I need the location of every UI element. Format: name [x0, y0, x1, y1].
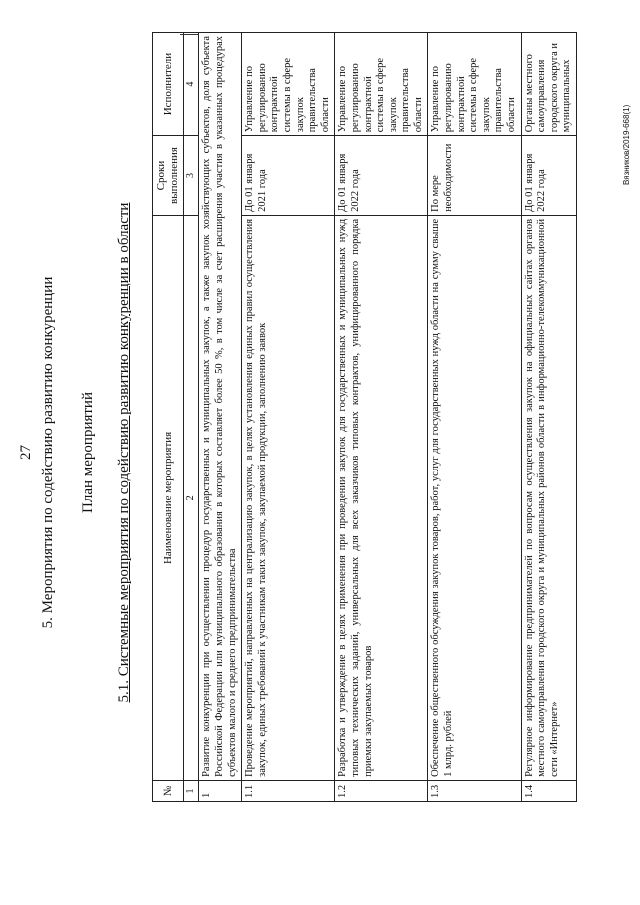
header-term: Сроки выполнения: [153, 136, 184, 216]
margin-mark: [180, 34, 198, 35]
row-executor: Управление по регулированию контрактной системы в сфере закупок правительства области: [242, 33, 335, 136]
plan-title: План мероприятий: [80, 392, 96, 513]
row-num: 1.1: [242, 780, 335, 801]
column-number: 1: [184, 780, 199, 801]
row-num: 1.2: [335, 780, 428, 801]
measures-table: [152, 32, 577, 802]
row-num: 1.4: [521, 780, 576, 801]
row-executor: Управление по регулированию контрактной системы в сфере закупок правительства области: [428, 33, 521, 136]
header-executor: Исполнители: [153, 33, 184, 136]
table-row: [521, 33, 576, 802]
table-header-row: [153, 33, 184, 802]
table-row: [428, 33, 521, 802]
row-term: До 01 января 2022 года: [521, 136, 576, 216]
row-term: По мере необходимости: [428, 136, 521, 216]
subsection-title: 5.1. Системные мероприятия по содействию развитию конкуренции в области: [116, 202, 132, 703]
header-name: Наименование мероприятия: [153, 215, 184, 780]
column-number-row: [184, 33, 199, 802]
table-row: [335, 33, 428, 802]
column-number: 4: [184, 33, 199, 136]
page-number: 27: [18, 445, 34, 460]
row-name: Проведение мероприятий, направленных на централизацию закупок, в целях установления единых правил осуществления закупок, единых требований к участникам таких закупок, закупаемой продукции, заполнению заявок: [242, 215, 335, 780]
section-title: 5. Мероприятия по содействию развитию конкуренции: [40, 276, 56, 629]
row-term: До 01 января 2021 года: [242, 136, 335, 216]
row-name: Разработка и утверждение в целях применения при проведении закупок для государственных и муниципальных нужд типовых технических заданий, универсальных для всех заказчиков типовых контрактов, унифицированного порядка приемки закупаемых товаров: [335, 215, 428, 780]
footer-code: Вязников/2019-668(1): [622, 104, 631, 185]
table-row: [199, 33, 242, 802]
row-executor: Управление по регулированию контрактной системы в сфере закупок правительства области: [335, 33, 428, 136]
row-num: 1.3: [428, 780, 521, 801]
column-number: 2: [184, 215, 199, 780]
row-num: 1: [199, 780, 242, 801]
row-name: Регулярное информирование предпринимателей по вопросам осуществления закупок на официальных сайтах органов местного самоуправления городского округа и муниципальных районов области в информационно-телекоммуникационной сети «Интернет»: [521, 215, 576, 780]
column-number: 3: [184, 136, 199, 216]
row-name: Развитие конкуренции при осуществлении процедур государственных и муниципальных закупок, а также закупок хозяйствующих субъектов, доля субъекта Российской Федерации или муниципального образования в которых составляет более 50 %, в том числе за счет расширения участия в указанных процедурах субъектов малого и среднего предпринимательства: [199, 33, 242, 781]
table-row: [242, 33, 335, 802]
row-name: Обеспечение общественного обсуждения закупок товаров, работ, услуг для государственных нужд области на сумму свыше 1 млрд. рублей: [428, 215, 521, 780]
header-num: №: [153, 780, 184, 801]
row-executor: Органы местного самоуправления городского округа и муниципальных: [521, 33, 576, 136]
row-term: До 01 января 2022 года: [335, 136, 428, 216]
